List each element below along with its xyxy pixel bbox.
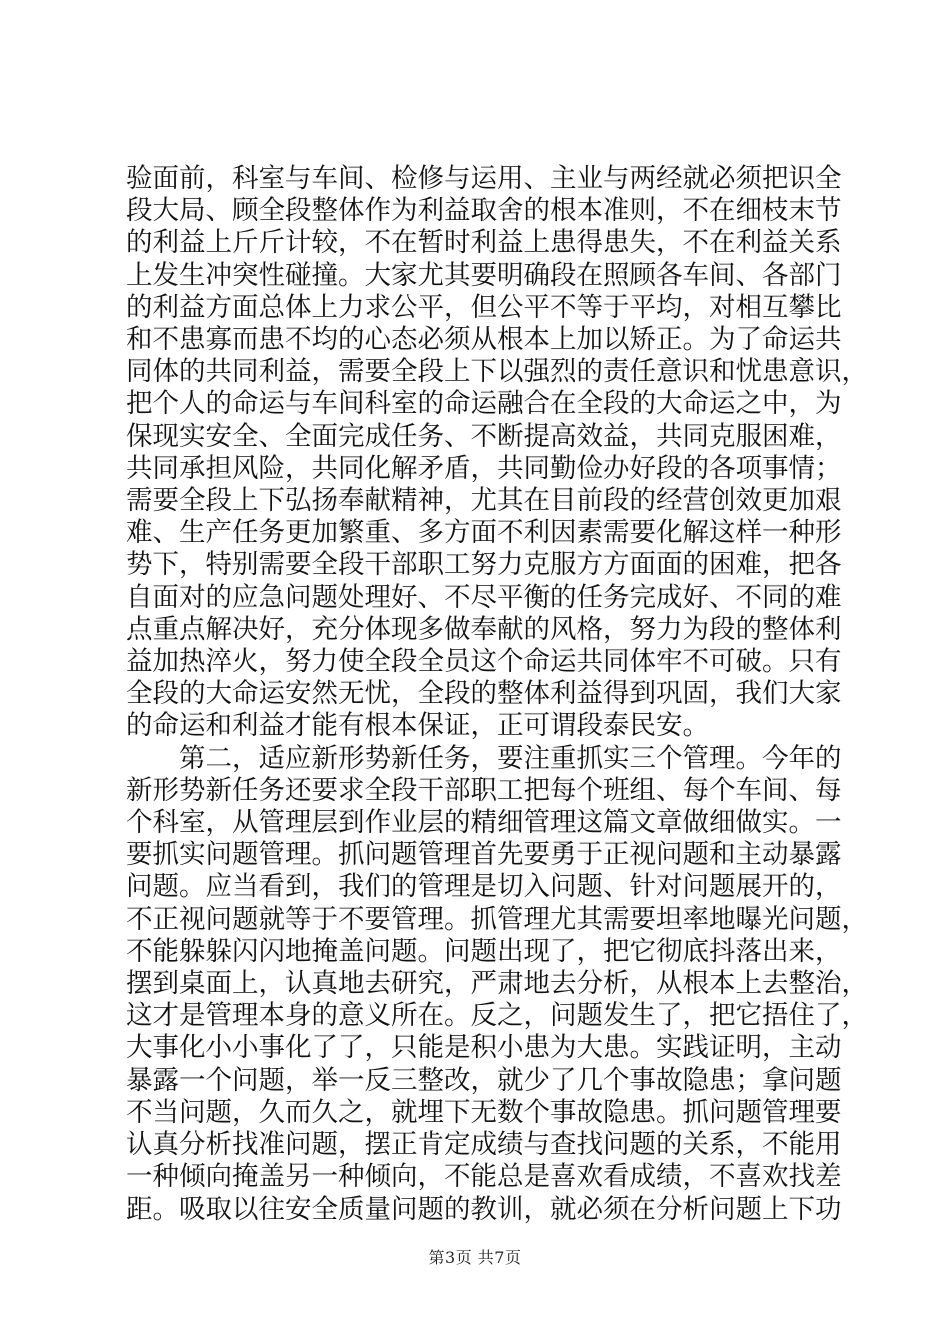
text-line: 势下，特别需要全段干部职工努力克服方方面面的困难，把各 bbox=[126, 549, 842, 581]
text-line: 要抓实问题管理。抓问题管理首先要勇于正视问题和主动暴露 bbox=[126, 839, 842, 871]
text-line: 把个人的命运与车间科室的命运融合在全段的大命运之中，为 bbox=[126, 388, 842, 420]
text-line: 摆到桌面上，认真地去研究，严肃地去分析，从根本上去整治， bbox=[126, 968, 868, 1000]
text-line: 这才是管理本身的意义所在。反之，问题发生了，把它捂住了， bbox=[126, 1000, 868, 1032]
text-line: 不正视问题就等于不要管理。抓管理尤其需要坦率地曝光问题， bbox=[126, 903, 868, 935]
text-line: 益加热淬火，努力使全段全员这个命运共同体牢不可破。只有 bbox=[126, 646, 842, 678]
text-line: 全段的大命运安然无忧，全段的整体利益得到巩固，我们大家 bbox=[126, 678, 842, 710]
paragraph bbox=[126, 163, 868, 743]
text-line: 点重点解决好，充分体现多做奉献的风格，努力为段的整体利 bbox=[126, 613, 842, 645]
text-line: 一种倾向掩盖另一种倾向，不能总是喜欢看成绩，不喜欢找差 bbox=[126, 1161, 842, 1193]
text-line: 认真分析找准问题，摆正肯定成绩与查找问题的关系，不能用 bbox=[126, 1129, 842, 1161]
text-line: 的利益上斤斤计较，不在暂时利益上患得患失，不在利益关系 bbox=[126, 227, 842, 259]
text-line: 距。吸取以往安全质量问题的教训，就必须在分析问题上下功 bbox=[126, 1193, 842, 1225]
page-footer: 第3页 共7页 bbox=[428, 1248, 522, 1267]
text-line: 问题。应当看到，我们的管理是切入问题、针对问题展开的， bbox=[126, 871, 842, 903]
text-line: 同体的共同利益，需要全段上下以强烈的责任意识和忧患意识， bbox=[126, 356, 868, 388]
text-line: 保现实安全、全面完成任务、不断提高效益，共同克服困难， bbox=[126, 420, 842, 452]
paragraph bbox=[126, 742, 868, 1226]
text-line: 大事化小小事化了了，只能是积小患为大患。实践证明，主动 bbox=[126, 1032, 842, 1064]
text-line: 段大局、顾全段整体作为利益取舍的根本准则，不在细枝末节 bbox=[126, 195, 842, 227]
text-line: 不当问题，久而久之，就埋下无数个事故隐患。抓问题管理要 bbox=[126, 1096, 842, 1128]
text-line: 的利益方面总体上力求公平，但公平不等于平均，对相互攀比 bbox=[126, 291, 842, 323]
text-line: 共同承担风险，共同化解矛盾，共同勤俭办好段的各项事情； bbox=[126, 452, 842, 484]
text-line: 的命运和利益才能有根本保证，正可谓段泰民安。 bbox=[126, 710, 709, 742]
text-line: 需要全段上下弘扬奉献精神，尤其在目前段的经营创效更加艰 bbox=[126, 485, 842, 517]
text-line: 自面对的应急问题处理好、不尽平衡的任务完成好、不同的难 bbox=[126, 581, 842, 613]
text-line: 难、生产任务更加繁重、多方面不利因素需要化解这样一种形 bbox=[126, 517, 842, 549]
text-line: 个科室，从管理层到作业层的精细管理这篇文章做细做实。一 bbox=[126, 807, 842, 839]
document-body bbox=[126, 163, 868, 1226]
text-line: 暴露一个问题，举一反三整改，就少了几个事故隐患；拿问题 bbox=[126, 1064, 842, 1096]
text-line: 和不患寡而患不均的心态必须从根本上加以矫正。为了命运共 bbox=[126, 324, 842, 356]
text-line: 验面前，科室与车间、检修与运用、主业与两经就必须把识全 bbox=[126, 163, 842, 194]
text-line: 不能躲躲闪闪地掩盖问题。问题出现了，把它彻底抖落出来， bbox=[126, 935, 842, 967]
text-line: 第二，适应新形势新任务，要注重抓实三个管理。今年的 bbox=[126, 742, 842, 774]
text-line: 新形势新任务还要求全段干部职工把每个班组、每个车间、每 bbox=[126, 774, 842, 806]
text-line: 上发生冲突性碰撞。大家尤其要明确段在照顾各车间、各部门 bbox=[126, 259, 842, 291]
